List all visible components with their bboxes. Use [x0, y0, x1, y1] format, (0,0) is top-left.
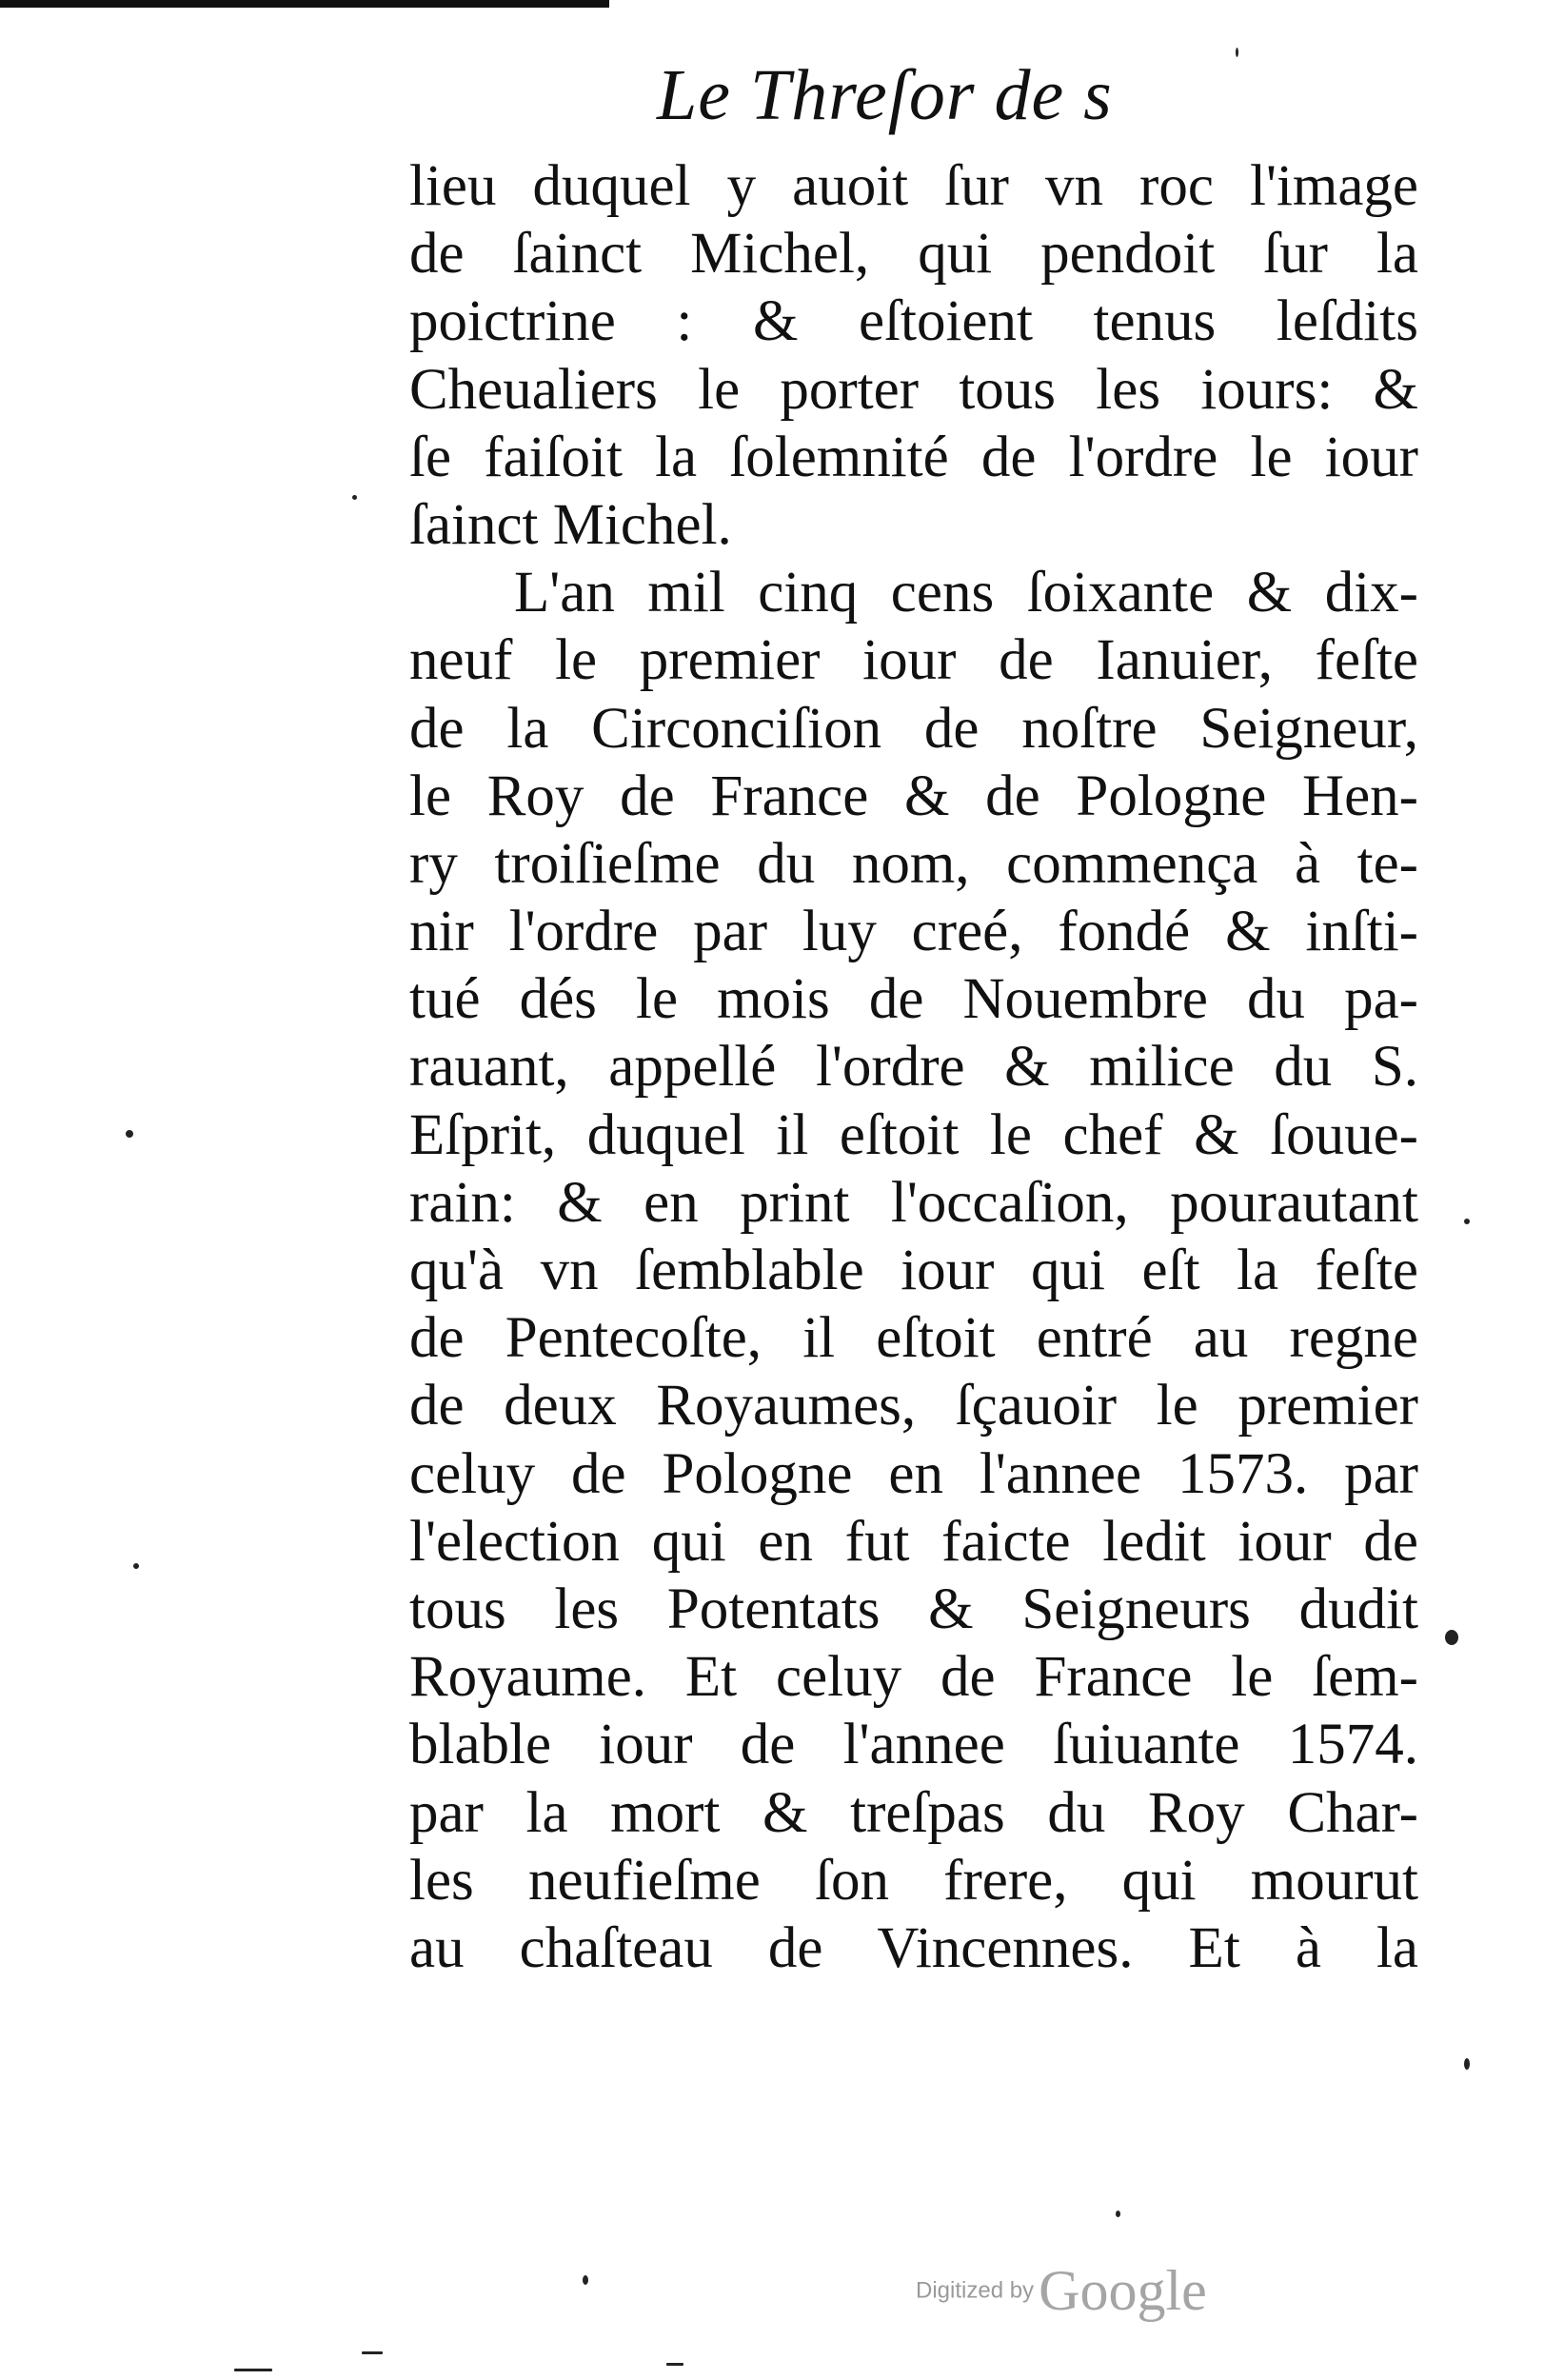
text-line: tué dés le mois de Nouembre du pa-: [409, 967, 1418, 1032]
text-line: par la mort & treſpas du Roy Char-: [409, 1780, 1418, 1845]
text-line: au chaſteau de Vincennes. Et à la: [409, 1915, 1418, 1980]
text-line: celuy de Pologne en l'annee 1573. par: [409, 1441, 1418, 1506]
paragraph-start-line: L'an mil cinq cens ſoixante & dix-: [514, 561, 1418, 625]
text-line: qu'à vn ſemblable iour qui eſt la feſte: [409, 1239, 1418, 1302]
text-line: rain: & en print l'occaſion, pourautant: [409, 1170, 1418, 1235]
scan-speck: [133, 1563, 139, 1569]
text-line: nir l'ordre par luy creé, fondé & inſti-: [409, 900, 1418, 964]
text-line: Eſprit, duquel il eſtoit le chef & ſouue-: [409, 1102, 1418, 1167]
scan-speck: [1445, 1630, 1458, 1645]
digitized-label: Digitized by: [916, 2277, 1035, 2304]
text-line: de la Circonciſion de noſtre Seigneur,: [409, 696, 1418, 761]
text-line: de ſainct Michel, qui pendoit ſur la: [409, 222, 1418, 287]
text-line: lieu duquel y auoit ſur vn roc l'image: [409, 154, 1418, 218]
text-line: poictrine : & eſtoient tenus leſdits: [409, 289, 1418, 354]
text-line: ſe faiſoit la ſolemnité de l'ordre le iour: [409, 425, 1418, 489]
text-block: [409, 152, 1418, 1982]
scan-speck: [1464, 2058, 1470, 2070]
scan-speck: [1464, 1219, 1470, 1224]
scan-speck: [583, 2275, 588, 2285]
scan-speck: [1116, 2211, 1120, 2217]
google-wordmark: Google: [1039, 2259, 1207, 2322]
text-line: de deux Royaumes, ſçauoir le premier: [409, 1374, 1418, 1438]
text-line: tous les Potentats & Seigneurs dudit: [409, 1577, 1418, 1641]
running-head: Le Threſor de s: [657, 55, 1113, 135]
text-line: Royaume. Et celuy de France le ſem-: [409, 1645, 1418, 1710]
digitized-watermark: [916, 2258, 1207, 2324]
text-line: le Roy de France & de Pologne Hen-: [409, 764, 1418, 828]
text-line: ry troiſieſme du nom, commença à te-: [409, 831, 1418, 896]
top-rule: [0, 0, 609, 8]
text-line: rauant, appellé l'ordre & milice du S.: [409, 1035, 1418, 1100]
text-line: les neufieſme ſon frere, qui mourut: [409, 1848, 1418, 1913]
text-line: neuf le premier iour de Ianuier, feſte: [409, 628, 1418, 693]
text-line: ſainct Michel.: [409, 492, 732, 557]
text-line: blable iour de l'annee ſuiuante 1574.: [409, 1713, 1418, 1777]
scan-speck: [352, 495, 357, 500]
scan-speck: [666, 2363, 683, 2366]
scan-speck: [126, 1130, 133, 1138]
text-line: Cheualiers le porter tous les iours: &: [409, 357, 1418, 422]
scan-speck: [234, 2369, 272, 2371]
text-line: l'election qui en fut faicte ledit iour de: [409, 1509, 1418, 1574]
scan-speck: [1236, 48, 1238, 57]
text-line: de Pentecoſte, il eſtoit entré au regne: [409, 1306, 1418, 1371]
scan-speck: [362, 2351, 383, 2354]
